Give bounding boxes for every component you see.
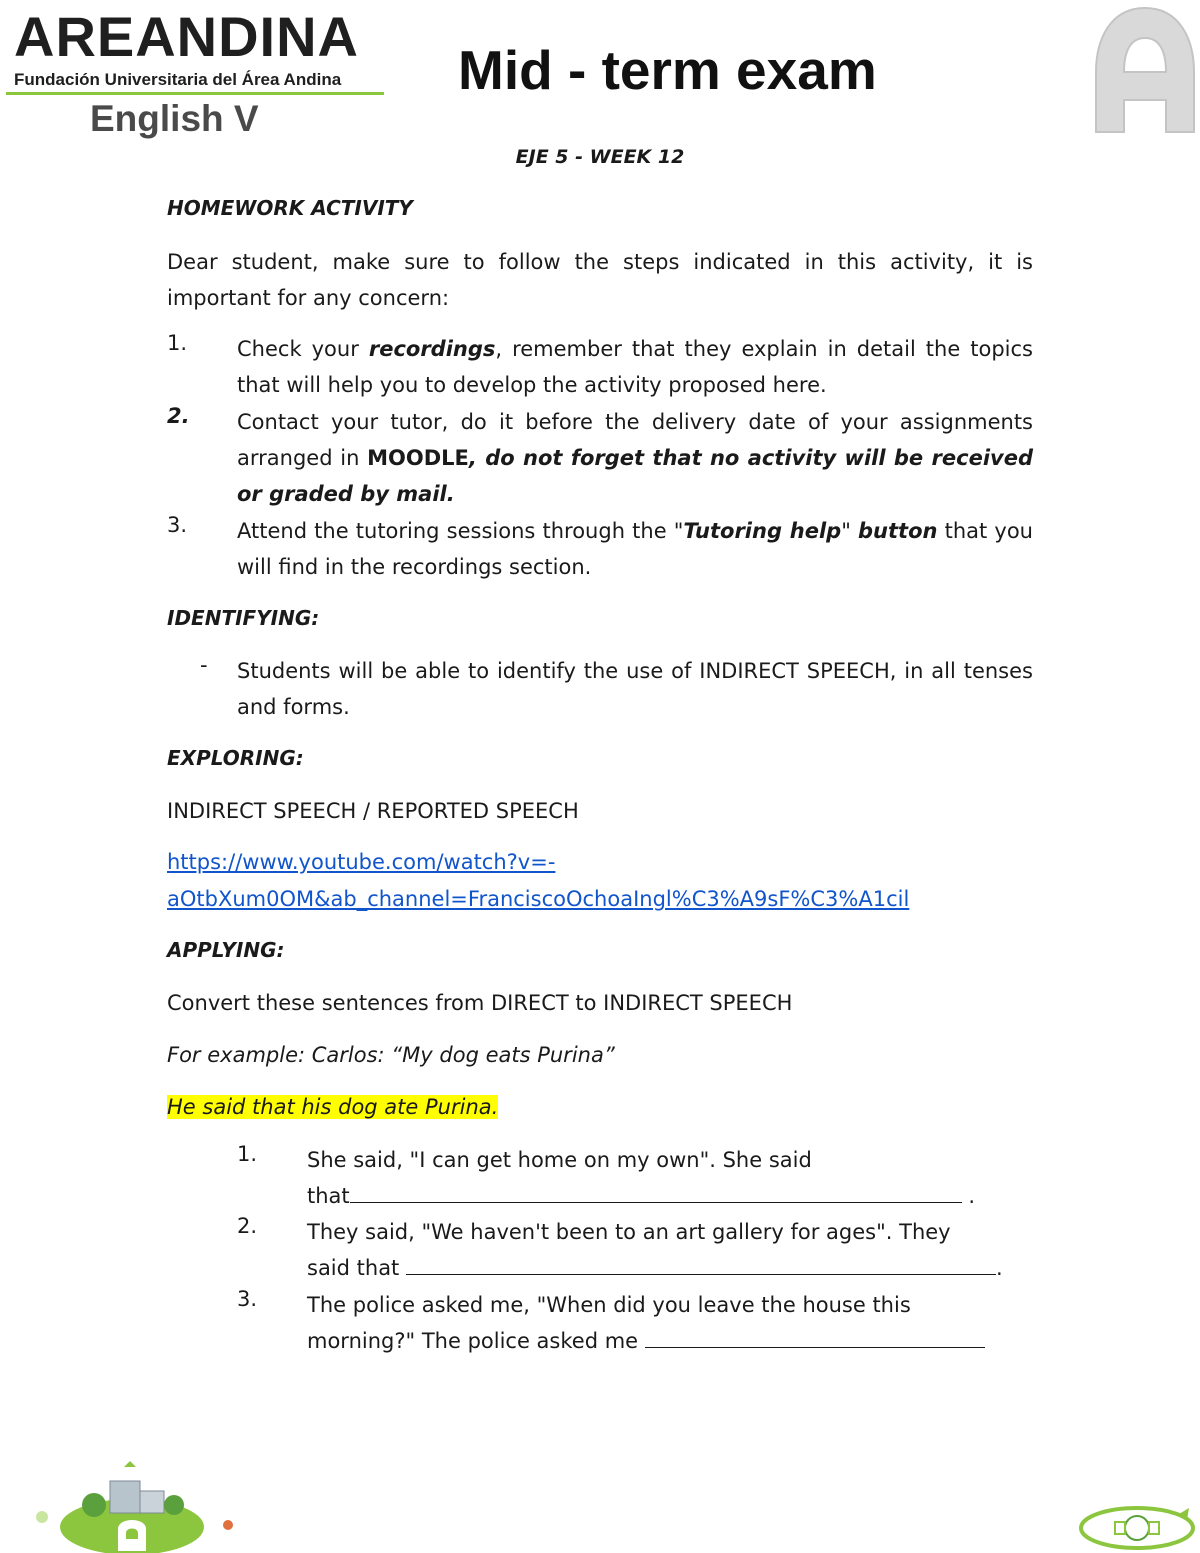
step-text: Attend the tutoring sessions through the "Tutoring help" button that you will find in the recordings section. [237,519,1033,579]
recycle-seal-icon [1075,1500,1200,1553]
bullet-dash: - [200,653,208,677]
applying-instruction: Convert these sentences from DIRECT to INDIRECT SPEECH [167,991,793,1015]
step-number: 2. [167,404,190,428]
video-link[interactable]: https://www.youtube.com/watch?v=- aOtbXum0OM&ab_channel=FranciscoOchoaIngl%C3%A9sF%C3%A1cil [167,850,910,911]
week-label: EJE 5 - WEEK 12 [515,146,685,168]
question-number: 1. [237,1142,258,1166]
step-text: Check your recordings, remember that they explain in detail the topics that will help you to develop the activity proposed here. [237,337,1033,397]
answer-blank[interactable] [406,1255,996,1275]
identifying-text: Students will be able to identify the use of INDIRECT SPEECH, in all tenses and forms. [237,659,1033,719]
answer-blank[interactable] [350,1183,962,1203]
exploring-heading: EXPLORING: [167,746,304,770]
logo-underline [6,92,384,95]
answer-blank[interactable] [645,1328,985,1348]
page-title: Mid - term exam [458,39,877,101]
institution-emblem-icon [1090,0,1200,140]
question-number: 3. [237,1287,258,1311]
question-text: The police asked me, "When did you leave the house this morning?" The police asked me [307,1287,1027,1359]
applying-heading: APPLYING: [167,938,285,962]
question-number: 2. [237,1214,258,1238]
question-text: She said, "I can get home on my own". She said that . [307,1148,976,1208]
identifying-heading: IDENTIFYING: [167,606,320,630]
exploring-text: INDIRECT SPEECH / REPORTED SPEECH [167,799,579,823]
step-text: Contact your tutor, do it before the delivery date of your assignments arranged in MOODLE, do not forget that no activity will be received or graded by mail. [237,410,1033,506]
question-text: They said, "We haven't been to an art gallery for ages". They said that . [307,1220,1003,1280]
homework-heading: HOMEWORK ACTIVITY [167,196,413,220]
example-sentence: For example: Carlos: “My dog eats Purina” [167,1043,615,1067]
example-answer: He said that his dog ate Purina. [167,1095,499,1119]
campus-illustration-icon [14,1455,254,1553]
course-name: English V [90,98,259,139]
logo-wordmark: AREANDINA [14,5,359,68]
homework-intro: Dear student, make sure to follow the steps indicated in this activity, it is important for any concern: [167,250,1033,310]
logo-subtitle: Fundación Universitaria del Área Andina [14,70,342,89]
step-number: 1. [167,331,188,355]
step-number: 3. [167,513,188,537]
